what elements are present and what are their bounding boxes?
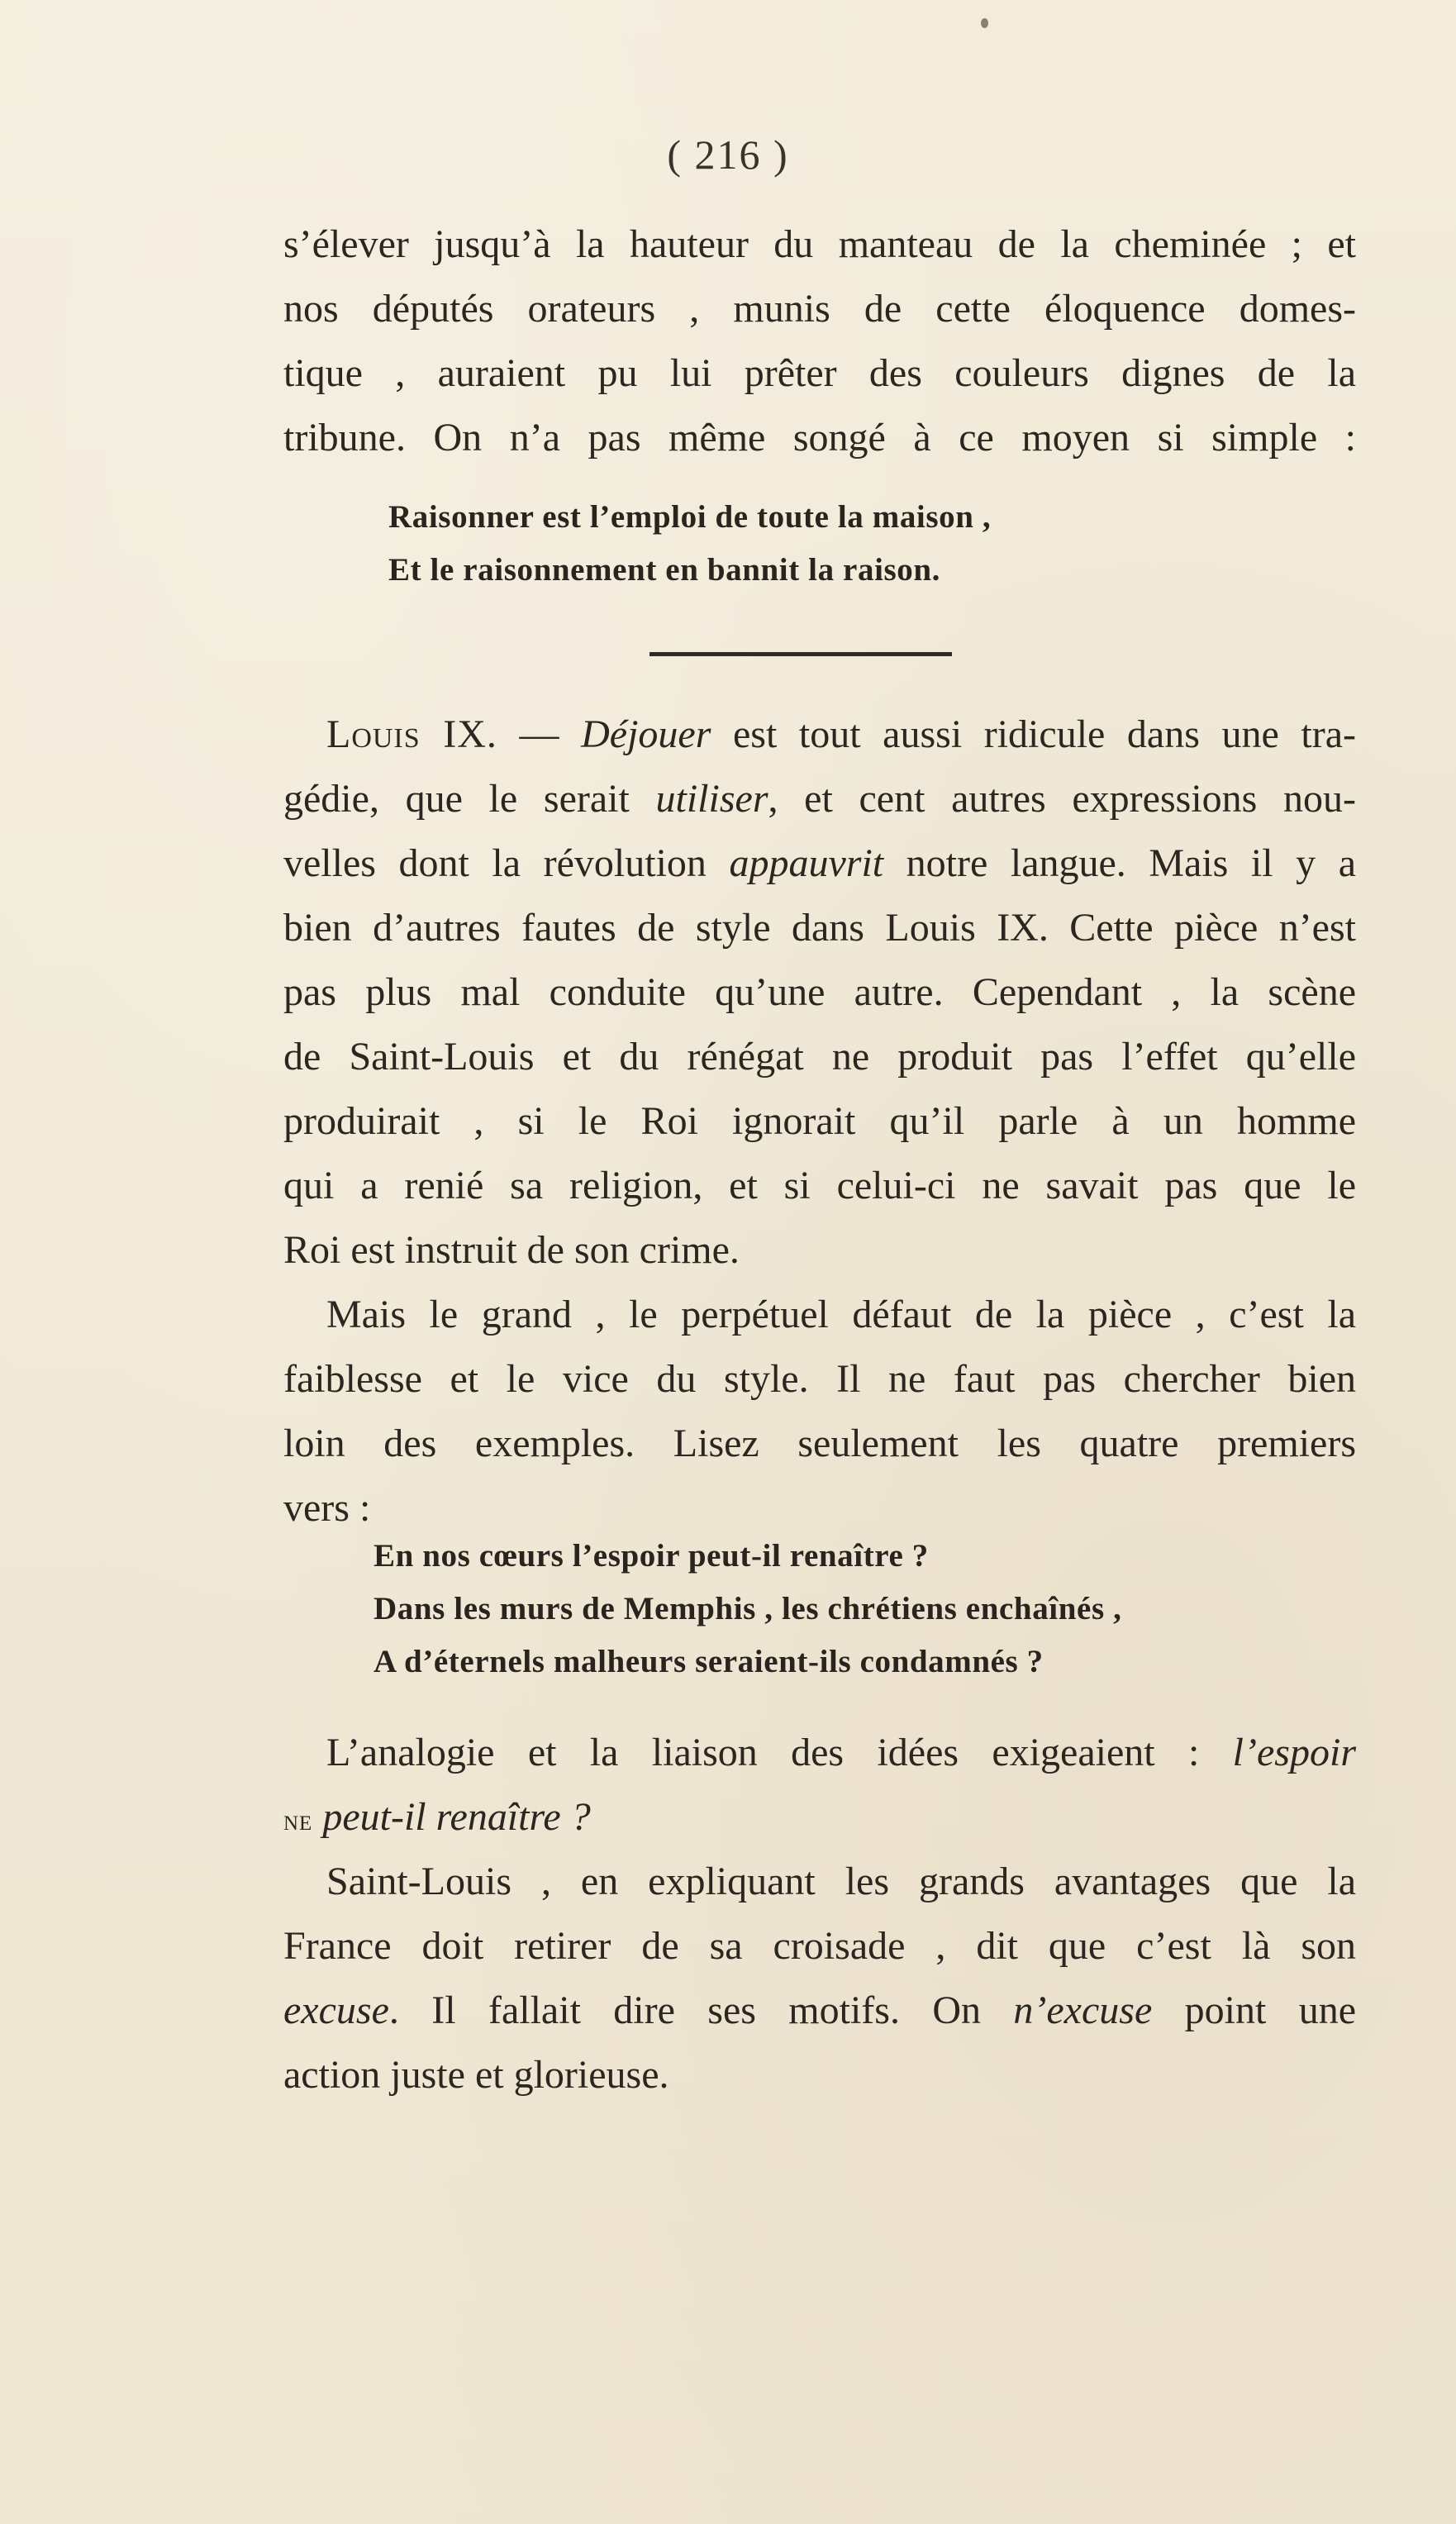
text-line: faiblesse et le vice du style. Il ne faut pas chercher bien — [283, 1357, 1356, 1401]
text-line: de Saint-Louis et du rénégat ne produit pas l’effet qu’elle — [283, 1035, 1356, 1079]
verse-line: Et le raisonnement en bannit la raison. — [388, 552, 941, 588]
verse-line: En nos cœurs l’espoir peut-il renaître ? — [374, 1538, 929, 1574]
text-line — [283, 1795, 1356, 1839]
text-line: tribune. On n’a pas même songé à ce moyen si simple : — [283, 416, 1356, 460]
page-number: ( 216 ) — [667, 131, 789, 178]
text-line: excuse. Il fallait dire ses motifs. On n’excuse point une — [283, 1988, 1356, 2032]
text-line: France doit retirer de sa croisade , dit que c’est là son — [283, 1924, 1356, 1968]
text-line: bien d’autres fautes de style dans Louis IX. Cette pièce n’est — [283, 906, 1356, 950]
italic-term: l’espoir — [1232, 1731, 1356, 1774]
italic-term: excuse — [283, 1988, 389, 2032]
text-line: tique , auraient pu lui prêter des couleurs dignes de la — [283, 351, 1356, 395]
text-line: produirait , si le Roi ignorait qu’il parle à un homme — [283, 1099, 1356, 1143]
text-line: Mais le grand , le perpétuel défaut de la pièce , c’est la — [326, 1293, 1356, 1336]
text-line: L’analogie et la liaison des idées exigeaient : l’espoir — [326, 1731, 1356, 1774]
text-line: s’élever jusqu’à la hauteur du manteau de la cheminée ; et — [283, 222, 1356, 266]
text-line: qui a renié sa religion, et si celui-ci ne savait pas que le — [283, 1164, 1356, 1207]
text-line: loin des exemples. Lisez seulement les quatre premiers — [283, 1422, 1356, 1465]
italic-term: peut-il renaître ? — [312, 1795, 591, 1839]
italic-term: Déjouer — [581, 712, 711, 756]
italic-term: utiliser — [655, 777, 768, 821]
verse-line: Raisonner est l’emploi de toute la maison , — [388, 499, 992, 535]
verse-line: A d’éternels malheurs seraient-ils condamnés ? — [374, 1644, 1044, 1679]
text-line: velles dont la révolution appauvrit notre langue. Mais il y a — [283, 841, 1357, 885]
verse-line: Dans les murs de Memphis , les chrétiens enchaînés , — [374, 1591, 1122, 1626]
play-title: Louis IX. — [326, 712, 497, 756]
ink-spot — [981, 18, 988, 28]
text-line: Roi est instruit de son crime. — [283, 1228, 740, 1272]
text-line: vers : — [283, 1486, 371, 1530]
section-divider — [649, 652, 952, 656]
italic-term: n’excuse — [1013, 1988, 1153, 2032]
text-line: gédie, que le serait utiliser, et cent autres expressions nou- — [283, 777, 1356, 821]
text-line: Louis IX. — Déjouer est tout aussi ridicule dans une tra- — [326, 712, 1357, 756]
text-line: nos députés orateurs , munis de cette éloquence domes- — [283, 287, 1356, 331]
small-caps-word: ne — [283, 1803, 313, 1836]
italic-term: appauvrit — [729, 841, 884, 885]
text-line: pas plus mal conduite qu’une autre. Cependant , la scène — [283, 970, 1356, 1014]
text-line: Saint-Louis , en expliquant les grands avantages que la — [326, 1860, 1356, 1903]
text-line: action juste et glorieuse. — [283, 2053, 669, 2097]
